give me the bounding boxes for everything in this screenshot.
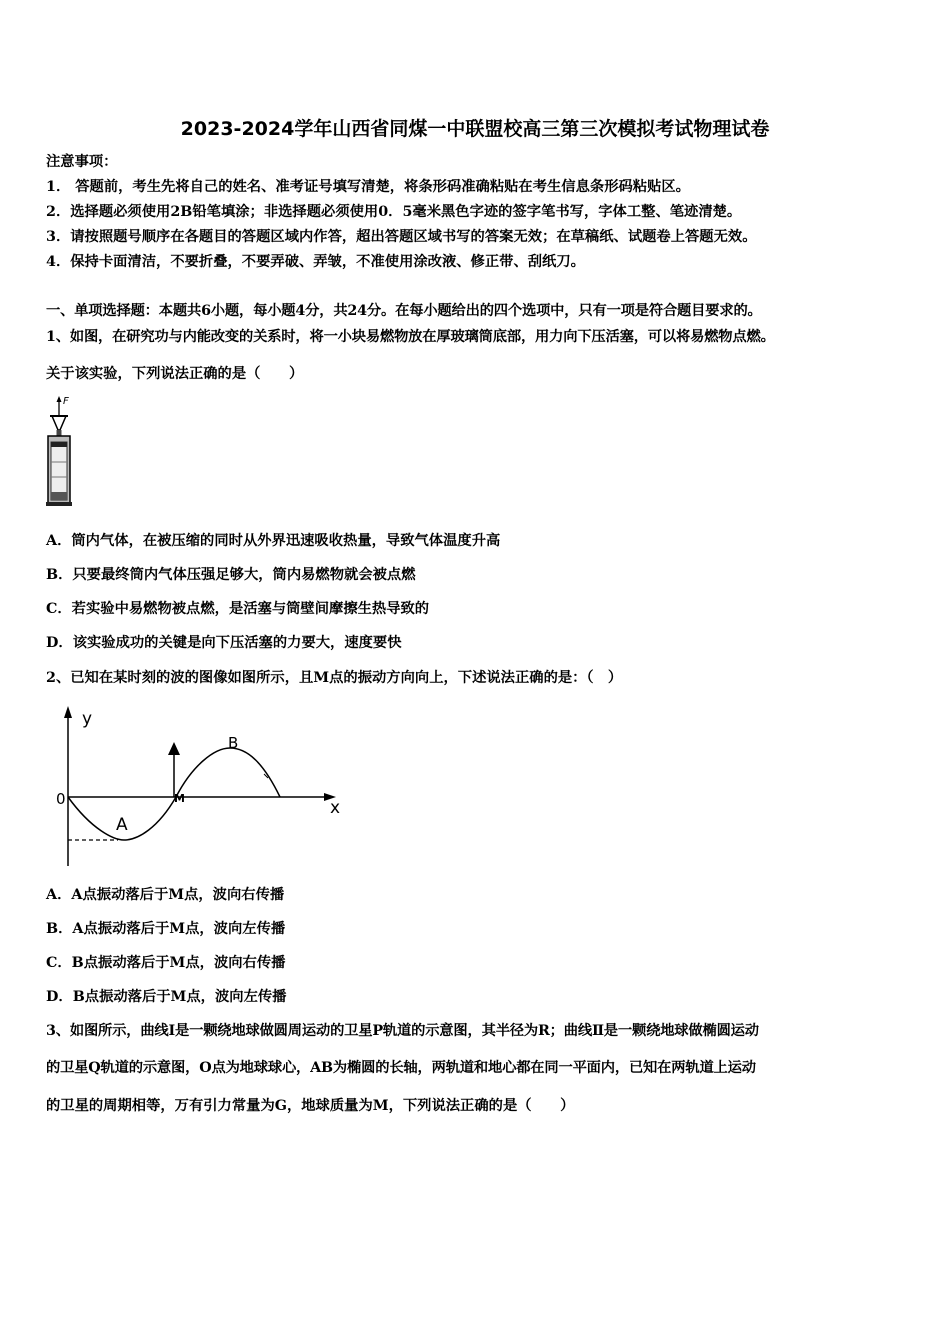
q2-wave-figure	[52, 700, 352, 872]
q1-stem-line1: 1、如图，在研究功与内能改变的关系时，将一小块易燃物放在厚玻璃筒底部，用力向下压活塞，可以将易燃物点燃。	[46, 329, 775, 345]
notice-item-2: 2．选择题必须使用2B铅笔填涂；非选择题必须使用0．5毫米黑色字迹的签字笔书写，字体工整、笔迹清楚。	[46, 204, 742, 220]
tube-inner	[51, 442, 67, 500]
notice-heading: 注意事项：	[46, 154, 118, 170]
q1-figure	[38, 392, 78, 510]
origin-label: 0	[56, 790, 66, 808]
point-a-label: A	[116, 815, 128, 835]
x-axis-label: x	[330, 798, 341, 818]
q1-option-d: D．该实验成功的关键是向下压活塞的力要大，速度要快	[46, 635, 402, 651]
point-b-label: B	[228, 734, 239, 752]
q3-stem-line3: 的卫星的周期相等，万有引力常量为G，地球质量为M，下列说法正确的是（ ）	[46, 1098, 575, 1114]
notice-item-3: 3．请按照题号顺序在各题目的答题区域内作答，超出答题区域书写的答案无效；在草稿纸、试题卷上答题无效。	[46, 229, 757, 245]
q3-stem-line2: 的卫星Q轨道的示意图，O点为地球球心，AB为椭圆的长轴，两轨道和地心都在同一平面内，已知在两轨道上运动	[46, 1060, 756, 1076]
q2-option-b: B．A点振动落后于M点，波向左传播	[46, 921, 286, 937]
tube-base	[46, 502, 72, 506]
piston-head	[51, 442, 67, 447]
force-label: F	[63, 396, 69, 407]
section-heading: 一、单项选择题：本题共6小题，每小题4分，共24分。在每小题给出的四个选项中，只有一项是符合题目要求的。	[46, 303, 762, 319]
y-axis-label: y	[82, 709, 93, 729]
q2-option-d: D．B点振动落后于M点，波向左传播	[46, 989, 287, 1005]
q1-option-c: C．若实验中易燃物被点燃，是活塞与筒壁间摩擦生热导致的	[46, 601, 430, 617]
y-axis-arrow	[64, 706, 72, 718]
page-title: 2023-2024学年山西省同煤一中联盟校高三第三次模拟考试物理试卷	[180, 118, 770, 140]
q1-stem-line2: 关于该实验，下列说法正确的是（ ）	[46, 366, 304, 382]
q2-stem: 2、已知在某时刻的波的图像如图所示，且M点的振动方向向上，下述说法正确的是：（ ）	[46, 670, 623, 686]
q1-option-b: B．只要最终筒内气体压强足够大，筒内易燃物就会被点燃	[46, 567, 416, 583]
q1-option-a: A．筒内气体，在被压缩的同时从外界迅速吸收热量，导致气体温度升高	[46, 533, 501, 549]
force-arrow-head	[57, 396, 62, 402]
wave-crest	[176, 748, 280, 797]
q2-option-c: C．B点振动落后于M点，波向右传播	[46, 955, 286, 971]
point-m-label: M	[174, 792, 185, 805]
tinder	[51, 492, 67, 500]
notice-item-1: 1． 答题前，考生先将自己的姓名、准考证号填写清楚，将条形码准确粘贴在考生信息条形码粘贴区。	[46, 179, 690, 195]
notice-item-4: 4．保持卡面清洁，不要折叠，不要弄破、弄皱，不准使用涂改液、修正带、刮纸刀。	[46, 254, 585, 270]
q3-stem-line1: 3、如图所示，曲线Ⅰ是一颗绕地球做圆周运动的卫星P轨道的示意图，其半径为R；曲线Ⅱ是一颗绕地球做椭圆运动	[46, 1023, 759, 1039]
m-velocity-arrow-head	[168, 742, 180, 755]
piston-cone	[52, 416, 66, 430]
q2-option-a: A．A点振动落后于M点，波向右传播	[46, 887, 285, 903]
